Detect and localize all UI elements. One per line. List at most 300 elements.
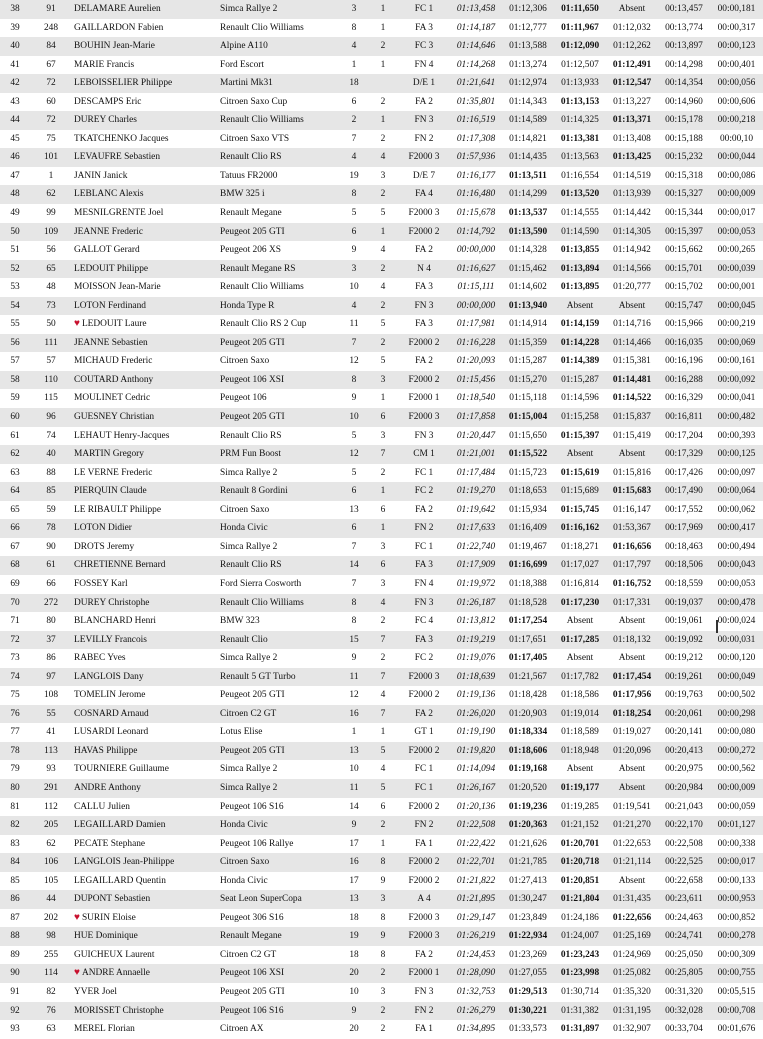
total-gap-cell: 00:16,811	[658, 408, 710, 427]
run2-time-cell: 01:15,522	[502, 445, 554, 464]
class-rank-cell: 3	[368, 538, 398, 557]
run1-time-cell: 00:00,000	[450, 297, 502, 316]
table-row	[0, 519, 763, 538]
group-rank-cell: 20	[340, 1020, 368, 1039]
run2-time-cell: 01:14,602	[502, 278, 554, 297]
run4-time-cell: Absent	[606, 612, 658, 631]
run4-time-cell: Absent	[606, 872, 658, 891]
prev-gap-cell: 00:00,049	[710, 668, 763, 687]
group-rank-cell: 8	[340, 594, 368, 613]
position-cell: 93	[0, 1020, 30, 1039]
run4-time-cell: 01:12,491	[606, 56, 658, 75]
table-row	[0, 501, 763, 520]
group-rank-cell: 3	[340, 0, 368, 19]
group-rank-cell: 9	[340, 389, 368, 408]
driver-name-cell: JANIN Janick	[72, 167, 218, 186]
prev-gap-cell: 00:00,097	[710, 464, 763, 483]
run1-time-cell: 01:16,177	[450, 167, 502, 186]
total-gap-cell: 00:19,212	[658, 649, 710, 668]
driver-name-cell: COUTARD Anthony	[72, 371, 218, 390]
run1-time-cell: 01:24,453	[450, 946, 502, 965]
run3-time-cell: 01:15,745	[554, 501, 606, 520]
run1-time-cell: 01:14,792	[450, 223, 502, 242]
car-model-cell: Renault Clio Williams	[218, 594, 340, 613]
run4-time-cell: 01:20,777	[606, 278, 658, 297]
total-gap-cell: 00:17,426	[658, 464, 710, 483]
prev-gap-cell: 00:01,676	[710, 1020, 763, 1039]
driver-name-cell: LEHAUT Henry-Jacques	[72, 427, 218, 446]
driver-name-cell: DUPONT Sebastien	[72, 890, 218, 909]
total-gap-cell: 00:25,050	[658, 946, 710, 965]
car-model-cell: Peugeot 106 S16	[218, 1002, 340, 1021]
class-cell: FC 1	[398, 760, 450, 779]
run1-time-cell: 01:17,484	[450, 464, 502, 483]
car-number-cell: 1	[30, 167, 72, 186]
class-cell: A 4	[398, 890, 450, 909]
run3-time-cell: 01:18,589	[554, 723, 606, 742]
group-rank-cell: 3	[340, 260, 368, 279]
position-cell: 67	[0, 538, 30, 557]
run2-time-cell: 01:13,588	[502, 37, 554, 56]
class-rank-cell: 2	[368, 297, 398, 316]
prev-gap-cell: 00:00,086	[710, 167, 763, 186]
run2-time-cell: 01:30,221	[502, 1002, 554, 1021]
driver-name-cell: CALLU Julien	[72, 798, 218, 817]
run3-time-cell: 01:16,814	[554, 575, 606, 594]
class-rank-cell: 9	[368, 872, 398, 891]
run4-time-cell: 01:14,566	[606, 260, 658, 279]
run3-time-cell: 01:11,650	[554, 0, 606, 19]
class-cell: FC 2	[398, 649, 450, 668]
car-number-cell: 59	[30, 501, 72, 520]
class-rank-cell: 5	[368, 204, 398, 223]
run1-time-cell: 01:19,219	[450, 631, 502, 650]
table-row	[0, 204, 763, 223]
run4-time-cell: 01:12,032	[606, 19, 658, 38]
car-number-cell: 86	[30, 649, 72, 668]
class-cell: FA 1	[398, 835, 450, 854]
run2-time-cell: 01:18,653	[502, 482, 554, 501]
car-model-cell: Citroen AX	[218, 1020, 340, 1039]
car-model-cell: Renault Clio RS 2 Cup	[218, 315, 340, 334]
run1-time-cell: 01:15,456	[450, 371, 502, 390]
heart-icon: ♥	[74, 911, 80, 923]
car-model-cell: Citroen C2 GT	[218, 705, 340, 724]
run1-time-cell: 01:14,268	[450, 56, 502, 75]
table-row	[0, 686, 763, 705]
group-rank-cell: 7	[340, 130, 368, 149]
class-cell: FN 4	[398, 575, 450, 594]
position-cell: 89	[0, 946, 30, 965]
car-number-cell: 40	[30, 445, 72, 464]
prev-gap-cell: 00:00,043	[710, 556, 763, 575]
driver-name-cell: MARTIN Gregory	[72, 445, 218, 464]
car-model-cell: Renault Megane RS	[218, 260, 340, 279]
driver-name-cell	[72, 909, 218, 928]
run4-time-cell: 01:14,519	[606, 167, 658, 186]
run2-time-cell: 01:17,651	[502, 631, 554, 650]
position-cell: 42	[0, 74, 30, 93]
total-gap-cell: 00:17,329	[658, 445, 710, 464]
table-row	[0, 297, 763, 316]
run1-time-cell: 01:14,187	[450, 19, 502, 38]
run3-time-cell: 01:20,701	[554, 835, 606, 854]
group-rank-cell: 17	[340, 872, 368, 891]
driver-name-cell	[72, 315, 218, 334]
driver-name-cell: LEDOUIT Philippe	[72, 260, 218, 279]
driver-name-cell: PIERQUIN Claude	[72, 482, 218, 501]
run1-time-cell: 01:17,981	[450, 315, 502, 334]
prev-gap-cell: 00:00,953	[710, 890, 763, 909]
run1-time-cell: 01:16,228	[450, 334, 502, 353]
class-cell: FN 3	[398, 427, 450, 446]
class-cell: F2000 3	[398, 668, 450, 687]
run1-time-cell: 01:21,001	[450, 445, 502, 464]
run2-time-cell: 01:14,328	[502, 241, 554, 260]
position-cell: 54	[0, 297, 30, 316]
position-cell: 64	[0, 482, 30, 501]
driver-name-cell: LE RIBAULT Philippe	[72, 501, 218, 520]
position-cell: 70	[0, 594, 30, 613]
group-rank-cell: 11	[340, 315, 368, 334]
class-cell: FN 3	[398, 111, 450, 130]
prev-gap-cell: 00:00,417	[710, 519, 763, 538]
run4-time-cell: 01:12,262	[606, 37, 658, 56]
car-model-cell: Peugeot 205 GTI	[218, 408, 340, 427]
run2-time-cell: 01:15,650	[502, 427, 554, 446]
position-cell: 85	[0, 872, 30, 891]
class-rank-cell: 4	[368, 278, 398, 297]
prev-gap-cell: 00:00,852	[710, 909, 763, 928]
prev-gap-cell: 00:00,708	[710, 1002, 763, 1021]
run4-time-cell: 01:14,522	[606, 389, 658, 408]
run3-time-cell: 01:19,014	[554, 705, 606, 724]
car-model-cell: Peugeot 205 GTI	[218, 742, 340, 761]
run2-time-cell: 01:21,567	[502, 668, 554, 687]
table-row	[0, 167, 763, 186]
class-rank-cell: 2	[368, 1002, 398, 1021]
run1-time-cell: 01:26,187	[450, 594, 502, 613]
class-rank-cell: 2	[368, 816, 398, 835]
run1-time-cell: 01:18,540	[450, 389, 502, 408]
car-model-cell: Renault Clio RS	[218, 556, 340, 575]
run4-time-cell: 01:31,435	[606, 890, 658, 909]
prev-gap-cell: 00:00,069	[710, 334, 763, 353]
class-rank-cell: 3	[368, 371, 398, 390]
run3-time-cell: 01:13,520	[554, 185, 606, 204]
table-row	[0, 427, 763, 446]
total-gap-cell: 00:20,975	[658, 760, 710, 779]
car-number-cell: 65	[30, 260, 72, 279]
group-rank-cell: 12	[340, 445, 368, 464]
table-row	[0, 185, 763, 204]
prev-gap-cell: 00:00,309	[710, 946, 763, 965]
class-rank-cell: 4	[368, 594, 398, 613]
group-rank-cell: 8	[340, 612, 368, 631]
car-number-cell: 109	[30, 223, 72, 242]
prev-gap-cell: 00:00,494	[710, 538, 763, 557]
car-model-cell: Honda Type R	[218, 297, 340, 316]
car-number-cell: 80	[30, 612, 72, 631]
prev-gap-cell: 00:00,401	[710, 56, 763, 75]
driver-name-cell: HAVAS Philippe	[72, 742, 218, 761]
driver-name-cell: MICHAUD Frederic	[72, 352, 218, 371]
prev-gap-cell: 00:00,218	[710, 111, 763, 130]
run4-time-cell: 01:25,082	[606, 964, 658, 983]
prev-gap-cell: 00:00,298	[710, 705, 763, 724]
table-row	[0, 464, 763, 483]
position-cell: 38	[0, 0, 30, 19]
class-rank-cell: 5	[368, 352, 398, 371]
class-cell: N 4	[398, 260, 450, 279]
run4-time-cell: 01:13,939	[606, 185, 658, 204]
class-rank-cell: 5	[368, 742, 398, 761]
run3-time-cell: 01:14,590	[554, 223, 606, 242]
prev-gap-cell: 00:00,181	[710, 0, 763, 19]
car-model-cell: Lotus Elise	[218, 723, 340, 742]
driver-name-cell: JEANNE Sebastien	[72, 334, 218, 353]
position-cell: 61	[0, 427, 30, 446]
class-rank-cell: 2	[368, 464, 398, 483]
class-cell: FA 3	[398, 315, 450, 334]
car-model-cell: Simca Rallye 2	[218, 538, 340, 557]
table-row	[0, 631, 763, 650]
run1-time-cell: 01:22,422	[450, 835, 502, 854]
group-rank-cell: 12	[340, 352, 368, 371]
position-cell: 55	[0, 315, 30, 334]
car-number-cell: 105	[30, 872, 72, 891]
class-rank-cell: 2	[368, 1020, 398, 1039]
total-gap-cell: 00:16,329	[658, 389, 710, 408]
driver-name-cell: MEREL Florian	[72, 1020, 218, 1039]
class-rank-cell: 1	[368, 482, 398, 501]
class-cell: FN 3	[398, 594, 450, 613]
run4-time-cell: Absent	[606, 297, 658, 316]
run4-time-cell: 01:17,454	[606, 668, 658, 687]
table-row	[0, 760, 763, 779]
driver-name-cell: MOULINET Cedric	[72, 389, 218, 408]
run2-time-cell: 01:14,435	[502, 148, 554, 167]
run2-time-cell: 01:16,699	[502, 556, 554, 575]
run1-time-cell: 01:20,136	[450, 798, 502, 817]
table-row	[0, 983, 763, 1002]
car-number-cell: 61	[30, 556, 72, 575]
class-cell: F2000 2	[398, 334, 450, 353]
position-cell: 86	[0, 890, 30, 909]
run4-time-cell: 01:35,320	[606, 983, 658, 1002]
run3-time-cell: 01:18,948	[554, 742, 606, 761]
prev-gap-cell: 00:00,317	[710, 19, 763, 38]
run1-time-cell: 01:13,458	[450, 0, 502, 19]
class-cell: F2000 2	[398, 798, 450, 817]
table-row	[0, 389, 763, 408]
run4-time-cell: 01:24,969	[606, 946, 658, 965]
total-gap-cell: 00:18,463	[658, 538, 710, 557]
class-rank-cell: 8	[368, 909, 398, 928]
run1-time-cell: 01:34,895	[450, 1020, 502, 1039]
run2-time-cell: 01:14,821	[502, 130, 554, 149]
car-model-cell: Honda Civic	[218, 872, 340, 891]
run4-time-cell: Absent	[606, 0, 658, 19]
class-cell: FC 1	[398, 464, 450, 483]
class-cell: FA 3	[398, 278, 450, 297]
run4-time-cell: 01:13,227	[606, 93, 658, 112]
total-gap-cell: 00:15,701	[658, 260, 710, 279]
class-cell: F2000 3	[398, 408, 450, 427]
class-cell: F2000 3	[398, 909, 450, 928]
car-number-cell: 55	[30, 705, 72, 724]
table-row	[0, 241, 763, 260]
driver-name-text: ANDRE Annaelle	[81, 968, 150, 979]
group-rank-cell: 7	[340, 575, 368, 594]
total-gap-cell: 00:20,984	[658, 779, 710, 798]
run2-time-cell: 01:15,004	[502, 408, 554, 427]
total-gap-cell: 00:15,318	[658, 167, 710, 186]
group-rank-cell: 18	[340, 909, 368, 928]
total-gap-cell: 00:13,774	[658, 19, 710, 38]
total-gap-cell: 00:24,741	[658, 927, 710, 946]
run2-time-cell: 01:12,974	[502, 74, 554, 93]
run1-time-cell: 01:19,642	[450, 501, 502, 520]
run2-time-cell: 01:18,334	[502, 723, 554, 742]
prev-gap-cell: 00:00,045	[710, 297, 763, 316]
table-row	[0, 371, 763, 390]
table-row	[0, 575, 763, 594]
run2-time-cell: 01:12,777	[502, 19, 554, 38]
total-gap-cell: 00:16,288	[658, 371, 710, 390]
class-rank-cell: 4	[368, 148, 398, 167]
class-cell: FA 4	[398, 185, 450, 204]
class-rank-cell: 3	[368, 427, 398, 446]
position-cell: 87	[0, 909, 30, 928]
total-gap-cell: 00:18,559	[658, 575, 710, 594]
car-model-cell: Simca Rallye 2	[218, 464, 340, 483]
class-cell: FN 2	[398, 519, 450, 538]
run4-time-cell: 01:13,371	[606, 111, 658, 130]
run4-time-cell: 01:15,683	[606, 482, 658, 501]
car-model-cell: Honda Civic	[218, 519, 340, 538]
class-rank-cell: 6	[368, 408, 398, 427]
run1-time-cell: 01:32,753	[450, 983, 502, 1002]
driver-name-cell: GAILLARDON Fabien	[72, 19, 218, 38]
class-rank-cell: 9	[368, 927, 398, 946]
total-gap-cell: 00:18,506	[658, 556, 710, 575]
class-cell: FA 2	[398, 705, 450, 724]
car-model-cell: Ford Sierra Cosworth	[218, 575, 340, 594]
car-number-cell: 73	[30, 297, 72, 316]
car-model-cell: Renault Clio	[218, 631, 340, 650]
table-row	[0, 1020, 763, 1039]
group-rank-cell: 18	[340, 946, 368, 965]
run3-time-cell: 01:14,325	[554, 111, 606, 130]
class-rank-cell: 1	[368, 56, 398, 75]
group-rank-cell: 13	[340, 742, 368, 761]
table-row	[0, 612, 763, 631]
car-number-cell: 41	[30, 723, 72, 742]
group-rank-cell: 1	[340, 56, 368, 75]
run3-time-cell: 01:14,555	[554, 204, 606, 223]
class-rank-cell: 5	[368, 315, 398, 334]
run1-time-cell: 01:26,167	[450, 779, 502, 798]
group-rank-cell: 2	[340, 111, 368, 130]
car-number-cell: 93	[30, 760, 72, 779]
run3-time-cell: Absent	[554, 649, 606, 668]
run2-time-cell: 01:27,413	[502, 872, 554, 891]
class-cell: FA 2	[398, 501, 450, 520]
run3-time-cell: 01:17,285	[554, 631, 606, 650]
position-cell: 49	[0, 204, 30, 223]
run4-time-cell: 01:17,956	[606, 686, 658, 705]
table-row	[0, 556, 763, 575]
class-rank-cell: 3	[368, 983, 398, 1002]
position-cell: 65	[0, 501, 30, 520]
car-model-cell: Peugeot 206 XS	[218, 241, 340, 260]
car-model-cell: Martini Mk31	[218, 74, 340, 93]
class-cell: FN 3	[398, 297, 450, 316]
car-model-cell: Citroen C2 GT	[218, 946, 340, 965]
table-row	[0, 0, 763, 19]
run2-time-cell: 01:15,723	[502, 464, 554, 483]
table-row	[0, 93, 763, 112]
run2-time-cell: 01:12,306	[502, 0, 554, 19]
table-row	[0, 705, 763, 724]
car-number-cell: 56	[30, 241, 72, 260]
total-gap-cell: 00:22,658	[658, 872, 710, 891]
car-number-cell: 110	[30, 371, 72, 390]
prev-gap-cell: 00:00,056	[710, 74, 763, 93]
position-cell: 76	[0, 705, 30, 724]
position-cell: 74	[0, 668, 30, 687]
class-cell: FA 3	[398, 631, 450, 650]
car-model-cell: Renault Clio Williams	[218, 19, 340, 38]
group-rank-cell: 14	[340, 798, 368, 817]
table-row	[0, 798, 763, 817]
run1-time-cell: 01:28,090	[450, 964, 502, 983]
run3-time-cell: Absent	[554, 445, 606, 464]
run1-time-cell: 01:20,447	[450, 427, 502, 446]
class-cell: GT 1	[398, 723, 450, 742]
table-row	[0, 482, 763, 501]
group-rank-cell: 6	[340, 223, 368, 242]
class-cell: FA 2	[398, 352, 450, 371]
total-gap-cell: 00:15,178	[658, 111, 710, 130]
run4-time-cell: 01:14,442	[606, 204, 658, 223]
run1-time-cell: 01:16,627	[450, 260, 502, 279]
prev-gap-cell: 00:00,272	[710, 742, 763, 761]
driver-name-cell: HUE Dominique	[72, 927, 218, 946]
position-cell: 77	[0, 723, 30, 742]
car-model-cell: Peugeot 306 S16	[218, 909, 340, 928]
car-number-cell: 60	[30, 93, 72, 112]
prev-gap-cell: 00:00,265	[710, 241, 763, 260]
class-rank-cell: 6	[368, 798, 398, 817]
prev-gap-cell: 00:00,502	[710, 686, 763, 705]
driver-name-cell: YVER Joel	[72, 983, 218, 1002]
run1-time-cell: 01:19,820	[450, 742, 502, 761]
car-number-cell: 75	[30, 130, 72, 149]
run2-time-cell: 01:15,287	[502, 352, 554, 371]
table-row	[0, 872, 763, 891]
driver-name-cell: MARIE Francis	[72, 56, 218, 75]
total-gap-cell: 00:14,298	[658, 56, 710, 75]
class-cell: FC 3	[398, 37, 450, 56]
table-row	[0, 890, 763, 909]
position-cell: 80	[0, 779, 30, 798]
prev-gap-cell: 00:00,064	[710, 482, 763, 501]
car-model-cell: PRM Fun Boost	[218, 445, 340, 464]
run3-time-cell: 01:18,271	[554, 538, 606, 557]
run1-time-cell: 01:15,111	[450, 278, 502, 297]
